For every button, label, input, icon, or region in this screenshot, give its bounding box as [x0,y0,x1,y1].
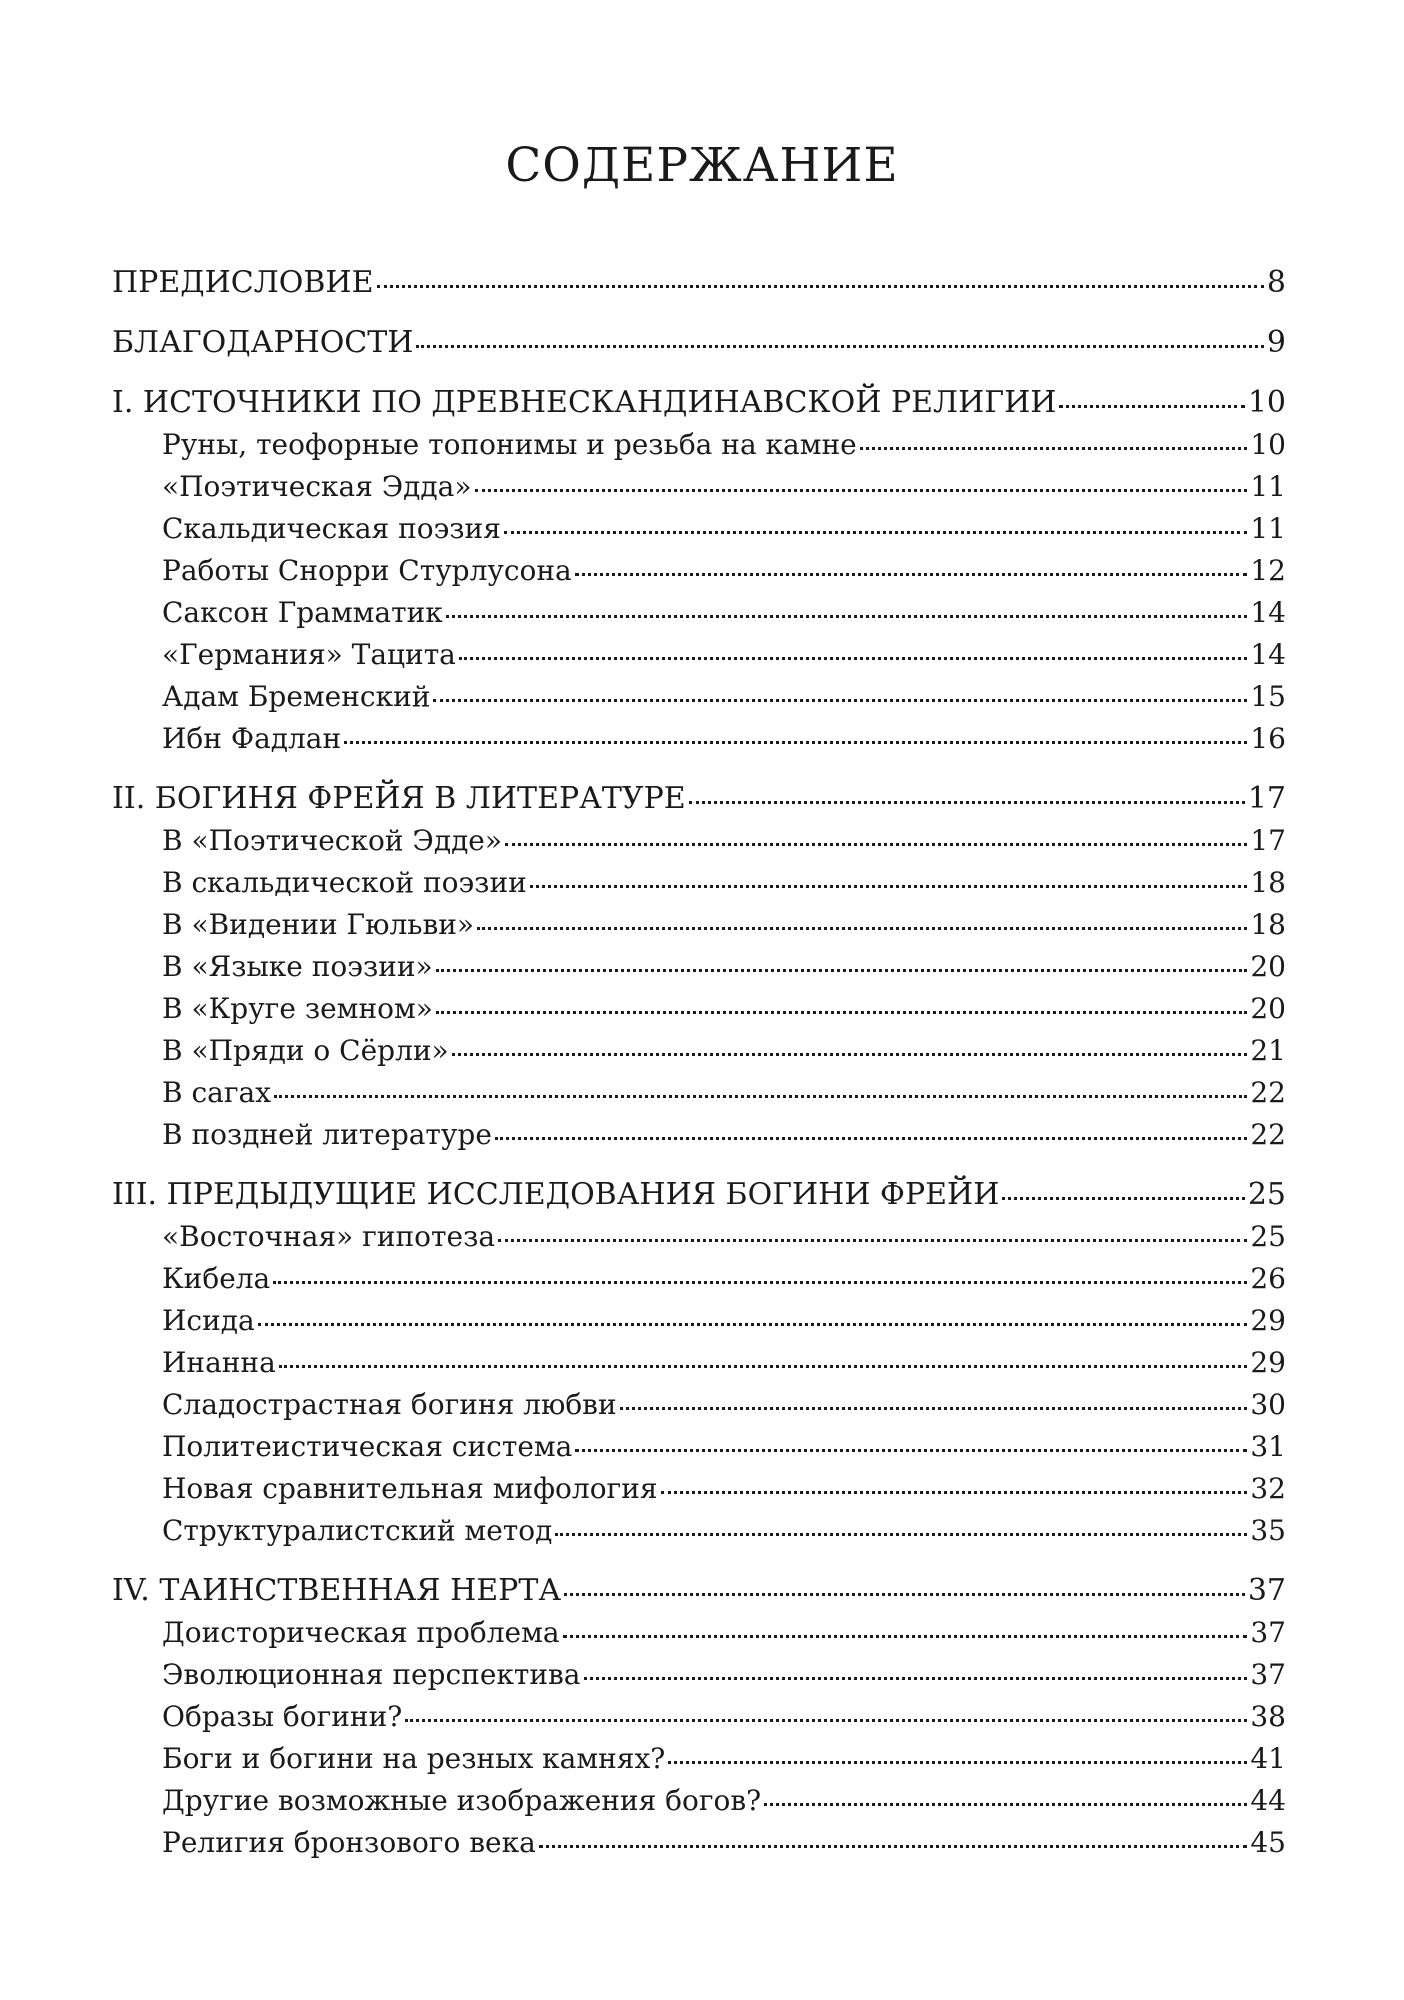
toc-subentry [112,1468,1286,1510]
toc-page-number: 37 [1250,1658,1286,1691]
toc-page-number: 32 [1250,1472,1286,1505]
toc-page-number: 18 [1250,866,1286,899]
toc-page-number: 44 [1250,1784,1286,1817]
dot-leader [575,573,1248,576]
toc-chapter [112,382,1286,424]
toc-subentry [112,1696,1286,1738]
toc-page-number: 14 [1250,596,1286,629]
toc-subentry [112,1738,1286,1780]
dot-leader [504,531,1247,534]
toc-chapter [112,1570,1286,1612]
toc-subentry [112,1342,1286,1384]
dot-leader [539,1845,1248,1848]
toc-entry-label: Ибн Фадлан [162,722,342,755]
toc-subentry [112,718,1286,760]
toc-entry-label: Эволюционная перспектива [162,1658,581,1691]
dot-leader [433,699,1247,702]
toc-subentry [112,1216,1286,1258]
dot-leader [279,1365,1248,1368]
toc-entry-label: Исида [162,1304,255,1337]
toc-subentry [112,1822,1286,1864]
toc-subentry [112,1384,1286,1426]
toc-page-number: 15 [1250,680,1286,713]
toc-page-number: 10 [1250,428,1286,461]
toc-subentry [112,820,1286,862]
toc-subentry [112,550,1286,592]
toc-page-number: 26 [1250,1262,1286,1295]
toc-entry-label: В сагах [162,1076,272,1109]
toc-page-number: 21 [1250,1034,1286,1067]
toc-subentry [112,634,1286,676]
toc-entry-label: «Восточная» гипотеза [162,1220,496,1253]
toc-chapter [112,322,1286,364]
toc-entry-label: IV. ТАИНСТВЕННАЯ НЕРТА [112,1573,562,1608]
toc-page-number: 25 [1247,1177,1286,1212]
dot-leader [563,1635,1248,1638]
dot-leader [620,1407,1248,1410]
toc-entry-label: В «Языке поэзии» [162,950,433,983]
toc-page-number: 22 [1250,1076,1286,1109]
toc-subentry [112,466,1286,508]
toc-page-number: 31 [1250,1430,1286,1463]
toc-page-number: 17 [1250,824,1286,857]
dot-leader [405,1719,1247,1722]
toc-entry-label: Другие возможные изображения богов? [162,1784,762,1817]
toc-page-number: 22 [1250,1118,1286,1151]
toc-entry-label: Сладострастная богиня любви [162,1388,617,1421]
dot-leader [564,1593,1245,1596]
dot-leader [273,1281,1247,1284]
toc-entry-label: II. БОГИНЯ ФРЕЙЯ В ЛИТЕРАТУРЕ [112,781,686,816]
toc-entry-label: III. ПРЕДЫДУЩИЕ ИССЛЕДОВАНИЯ БОГИНИ ФРЕЙИ [112,1177,1000,1212]
dot-leader [452,1053,1248,1056]
dot-leader [274,1095,1247,1098]
page-title: СОДЕРЖАНИЕ [505,138,899,193]
toc-page-number: 29 [1250,1304,1286,1337]
toc-page-number: 37 [1250,1616,1286,1649]
toc-entry-label: Кибела [162,1262,271,1295]
dot-leader [575,1449,1247,1452]
toc-entry-label: В «Видении Гюльви» [162,908,475,941]
toc-chapter [112,262,1286,304]
toc-page-number: 18 [1250,908,1286,941]
toc-entry-label: Руны, теофорные топонимы и резьба на камне [162,428,857,461]
toc-page-number: 10 [1247,385,1286,420]
toc-entry-label: В скальдической поэзии [162,866,527,899]
toc-subentry [112,508,1286,550]
dot-leader [495,1137,1247,1140]
toc-subentry [112,988,1286,1030]
toc-page-number: 38 [1250,1700,1286,1733]
toc-entry-label: Работы Снорри Стурлусона [162,554,572,587]
toc-entry-label: Доисторическая проблема [162,1616,560,1649]
dot-leader [584,1677,1248,1680]
toc-subentry [112,1426,1286,1468]
dot-leader [416,345,1263,348]
dot-leader [377,285,1264,288]
toc-page-number: 12 [1250,554,1286,587]
toc-page-number: 17 [1247,781,1286,816]
toc-page-number: 9 [1266,325,1286,360]
toc-subentry [112,592,1286,634]
toc-entry-label: Боги и богини на резных камнях? [162,1742,666,1775]
dot-leader [1002,1197,1244,1200]
toc-page-number: 37 [1247,1573,1286,1608]
toc-entry-label: Структуралистский метод [162,1514,553,1547]
dot-leader [446,615,1248,618]
toc-subentry [112,1072,1286,1114]
toc-page-number: 45 [1250,1826,1286,1859]
toc-entry-label: «Поэтическая Эдда» [162,470,472,503]
dot-leader [258,1323,1248,1326]
toc-page-number: 20 [1250,950,1286,983]
dot-leader [689,801,1245,804]
dot-leader [475,489,1248,492]
toc-entry-label: Политеистическая система [162,1430,573,1463]
toc-entry-label: В «Пряди о Сёрли» [162,1034,449,1067]
toc-page-number: 41 [1250,1742,1286,1775]
toc-entry-label: Саксон Грамматик [162,596,443,629]
dot-leader [661,1491,1248,1494]
toc-subentry [112,676,1286,718]
toc-entry-label: В «Поэтической Эдде» [162,824,503,857]
toc-page-number: 16 [1250,722,1286,755]
toc-subentry [112,904,1286,946]
dot-leader [477,927,1247,930]
toc-page-number: 11 [1250,470,1286,503]
dot-leader [436,969,1248,972]
toc-entry-label: В поздней литературе [162,1118,492,1151]
toc-page-number: 14 [1250,638,1286,671]
table-of-contents [112,262,1286,1864]
toc-subentry [112,1114,1286,1156]
toc-subentry [112,1780,1286,1822]
toc-subentry [112,862,1286,904]
toc-subentry [112,1300,1286,1342]
toc-subentry [112,946,1286,988]
toc-entry-label: ПРЕДИСЛОВИЕ [112,265,374,300]
dot-leader [436,1011,1247,1014]
toc-page-number: 8 [1266,265,1286,300]
toc-entry-label: Новая сравнительная мифология [162,1472,658,1505]
toc-entry-label: Адам Бременский [162,680,431,713]
toc-entry-label: «Германия» Тацита [162,638,456,671]
toc-entry-label: Скальдическая поэзия [162,512,501,545]
dot-leader [530,885,1248,888]
dot-leader [555,1533,1247,1536]
toc-subentry [112,1030,1286,1072]
toc-page-number: 29 [1250,1346,1286,1379]
toc-page-number: 11 [1250,512,1286,545]
toc-subentry [112,1654,1286,1696]
toc-subentry [112,1258,1286,1300]
toc-entry-label: Инанна [162,1346,276,1379]
toc-page-number: 20 [1250,992,1286,1025]
toc-entry-label: Религия бронзового века [162,1826,536,1859]
toc-entry-label: В «Круге земном» [162,992,433,1025]
toc-chapter [112,778,1286,820]
toc-page-number: 35 [1250,1514,1286,1547]
toc-subentry [112,1510,1286,1552]
dot-leader [668,1761,1247,1764]
dot-leader [344,741,1247,744]
dot-leader [860,447,1248,450]
toc-subentry [112,1612,1286,1654]
toc-entry-label: Образы богини? [162,1700,403,1733]
toc-entry-label: I. ИСТОЧНИКИ ПО ДРЕВНЕСКАНДИНАВСКОЙ РЕЛИГИИ [112,385,1057,420]
toc-entry-label: БЛАГОДАРНОСТИ [112,325,414,360]
toc-page-number: 25 [1250,1220,1286,1253]
dot-leader [505,843,1247,846]
dot-leader [1059,405,1244,408]
toc-subentry [112,424,1286,466]
dot-leader [498,1239,1247,1242]
dot-leader [764,1803,1247,1806]
dot-leader [459,657,1247,660]
toc-page-number: 30 [1250,1388,1286,1421]
toc-chapter [112,1174,1286,1216]
